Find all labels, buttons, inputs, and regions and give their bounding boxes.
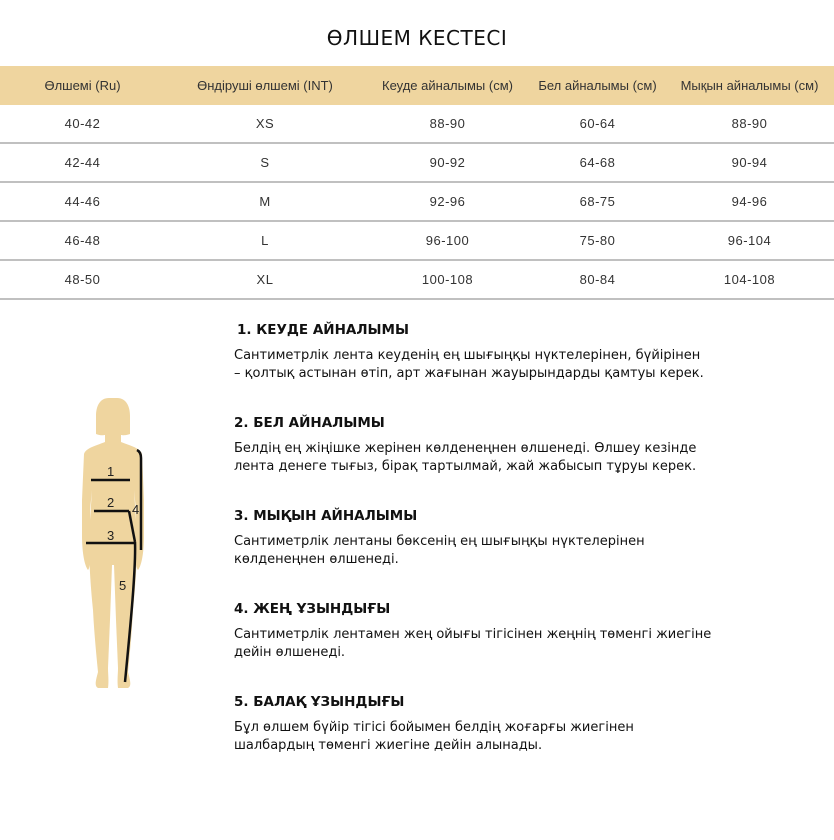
section-chest	[234, 322, 734, 415]
page-title: ӨЛШЕМ КЕСТЕСІ	[326, 26, 508, 50]
header-hips: Мықын айналымы (см)	[665, 66, 834, 105]
cell-ru-size: 40-42	[0, 105, 165, 143]
cell-hips: 90-94	[665, 143, 834, 182]
cell-int-size: M	[165, 182, 365, 221]
cell-hips: 94-96	[665, 182, 834, 221]
cell-int-size: L	[165, 221, 365, 260]
section-heading: 3. МЫҚЫН АЙНАЛЫМЫ	[234, 508, 418, 524]
cell-chest: 90-92	[365, 143, 530, 182]
label-1: 1	[107, 464, 115, 479]
section-text-line: дейін өлшенеді.	[234, 645, 346, 660]
section-text-line: көлденеңнен өлшенеді.	[234, 552, 399, 567]
cell-int-size: XL	[165, 260, 365, 299]
header-int-size: Өндіруші өлшемі (INT)	[165, 66, 365, 105]
cell-chest: 92-96	[365, 182, 530, 221]
section-text-line: – қолтық астынан өтіп, арт жағынан жауырындарды қамтуы керек.	[234, 366, 704, 381]
body-measurement-figure	[60, 390, 180, 710]
cell-hips: 88-90	[665, 105, 834, 143]
cell-ru-size: 48-50	[0, 260, 165, 299]
header-chest: Кеуде айналымы (см)	[365, 66, 530, 105]
section-heading: 5. БАЛАҚ ҰЗЫНДЫҒЫ	[234, 694, 405, 710]
header-ru-size: Өлшемі (Ru)	[0, 66, 165, 105]
table-row	[0, 221, 834, 260]
section-sleeve	[234, 601, 734, 694]
cell-ru-size: 46-48	[0, 221, 165, 260]
measurement-instructions	[234, 322, 734, 787]
section-waist	[234, 415, 734, 508]
label-2: 2	[107, 495, 115, 510]
label-5: 5	[119, 578, 127, 593]
table-header-row	[0, 66, 834, 105]
table-row	[0, 260, 834, 299]
section-heading: 4. ЖЕҢ ҰЗЫНДЫҒЫ	[234, 601, 391, 617]
section-text-line: Белдің ең жіңішке жерінен көлденеңнен өлшенеді. Өлшеу кезінде	[234, 441, 697, 456]
section-text-line: шалбардың төменгі жиегіне дейін алынады.	[234, 738, 543, 753]
section-heading: 1. КЕУДЕ АЙНАЛЫМЫ	[237, 322, 409, 338]
cell-hips: 104-108	[665, 260, 834, 299]
section-text-line: лента денеге тығыз, бірақ тартылмай, жай жабысып тұруы керек.	[234, 459, 697, 474]
cell-hips: 96-104	[665, 221, 834, 260]
section-heading: 2. БЕЛ АЙНАЛЫМЫ	[234, 415, 385, 431]
cell-int-size: XS	[165, 105, 365, 143]
cell-waist: 68-75	[530, 182, 665, 221]
cell-waist: 80-84	[530, 260, 665, 299]
cell-chest: 96-100	[365, 221, 530, 260]
section-leg	[234, 694, 734, 787]
label-4: 4	[132, 502, 140, 517]
cell-waist: 75-80	[530, 221, 665, 260]
cell-ru-size: 44-46	[0, 182, 165, 221]
table-row	[0, 143, 834, 182]
section-text-line: Сантиметрлік лента кеуденің ең шығыңқы нүктелерінен, бүйірінен	[234, 348, 701, 363]
section-text-line: Сантиметрлік лентаны бөксенің ең шығыңқы нүктелерінен	[234, 534, 645, 549]
cell-int-size: S	[165, 143, 365, 182]
cell-waist: 60-64	[530, 105, 665, 143]
header-waist: Бел айналымы (см)	[530, 66, 665, 105]
cell-chest: 88-90	[365, 105, 530, 143]
section-text-line: Бұл өлшем бүйір тігісі бойымен белдің жоғарғы жиегінен	[234, 720, 634, 735]
cell-waist: 64-68	[530, 143, 665, 182]
cell-ru-size: 42-44	[0, 143, 165, 182]
section-hips	[234, 508, 734, 601]
cell-chest: 100-108	[365, 260, 530, 299]
table-row	[0, 182, 834, 221]
section-text-line: Сантиметрлік лентамен жең ойығы тігісінен жеңнің төменгі жиегіне	[234, 627, 712, 642]
body-silhouette-icon	[60, 390, 180, 710]
size-table	[0, 66, 834, 300]
table-row	[0, 105, 834, 143]
label-3: 3	[107, 528, 115, 543]
